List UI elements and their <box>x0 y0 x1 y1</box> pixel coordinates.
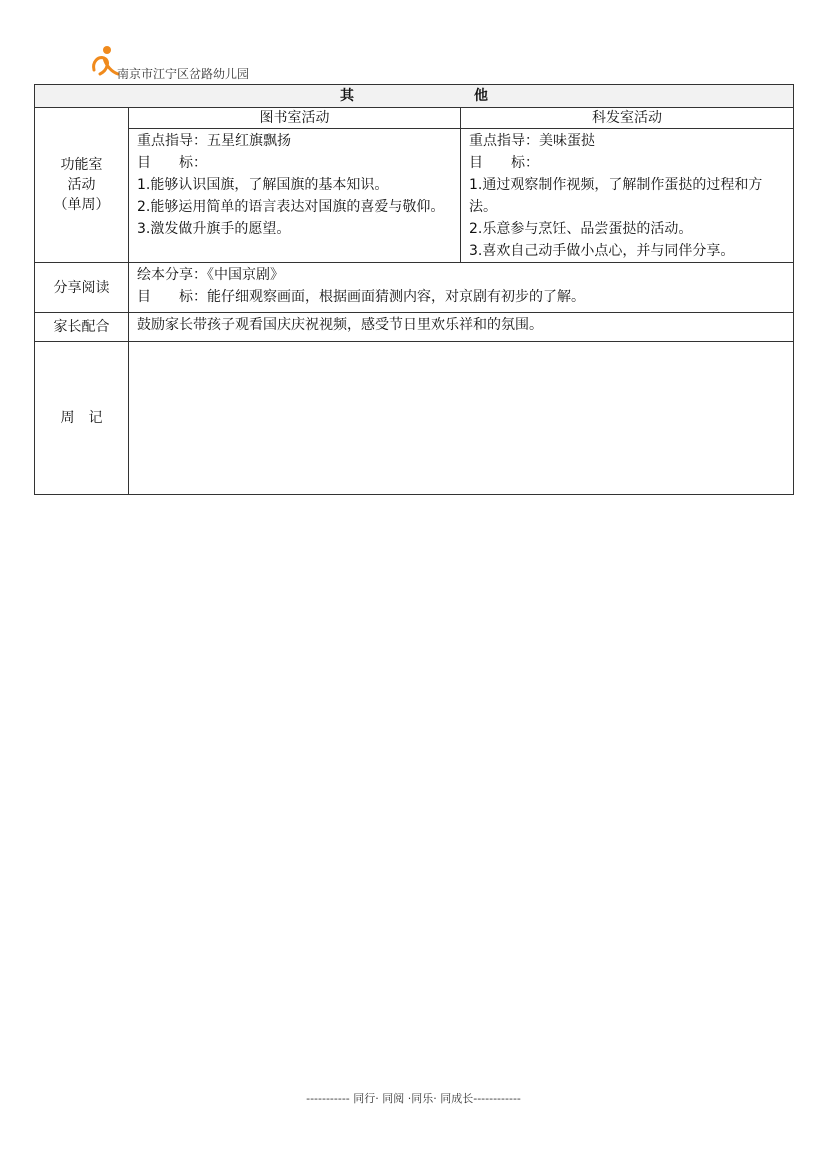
reading-row <box>35 263 794 313</box>
science-goal-item: 3.喜欢自己动手做小点心，并与同伴分享。 <box>469 243 735 259</box>
table-title-row <box>35 85 794 108</box>
reading-goal: 目 标：能仔细观察画面，根据画面猜测内容，对京剧有初步的了解。 <box>137 289 585 305</box>
table-title: 其 他 <box>35 85 794 108</box>
kindergarten-logo-icon <box>90 44 120 78</box>
library-goal-item: 1.能够认识国旗，了解国旗的基本知识。 <box>137 177 389 193</box>
functional-room-heading-row <box>35 108 794 129</box>
science-goal-item: 1.通过观察制作视频，了解制作蛋挞的过程和方法。 <box>469 177 763 215</box>
library-activity-heading: 图书室活动 <box>129 108 461 129</box>
science-focus: 重点指导：美味蛋挞 <box>469 133 595 149</box>
science-goal-item: 2.乐意参与烹饪、品尝蛋挞的活动。 <box>469 221 693 237</box>
library-goal-item: 3.激发做升旗手的愿望。 <box>137 221 291 237</box>
functional-room-label: 功能室 活动 （单周） <box>35 108 129 263</box>
science-goal-label: 目 标： <box>469 155 539 171</box>
page-footer: ----------- 同行· 同阅 ·同乐· 同成长------------ <box>306 1092 521 1105</box>
reading-content <box>129 263 794 313</box>
library-goal-label: 目 标： <box>137 155 207 171</box>
parents-row <box>35 313 794 342</box>
page-header <box>90 44 390 80</box>
weekly-notes-label: 周 记 <box>35 342 129 495</box>
weekly-notes-row <box>35 342 794 495</box>
parents-label: 家长配合 <box>35 313 129 342</box>
library-goal-item: 2.能够运用简单的语言表达对国旗的喜爱与敬仰。 <box>137 199 445 215</box>
library-activity-content <box>129 129 461 263</box>
activity-plan-table <box>34 84 794 495</box>
science-activity-heading: 科发室活动 <box>461 108 794 129</box>
parents-content: 鼓励家长带孩子观看国庆庆祝视频，感受节日里欢乐祥和的氛围。 <box>129 313 794 342</box>
reading-label: 分享阅读 <box>35 263 129 313</box>
library-focus: 重点指导：五星红旗飘扬 <box>137 133 291 149</box>
kindergarten-name: 南京市江宁区岔路幼儿园 <box>117 67 250 81</box>
science-activity-content <box>461 129 794 263</box>
reading-book: 绘本分享：《中国京剧》 <box>137 267 284 283</box>
weekly-notes-content[interactable] <box>129 342 794 495</box>
functional-room-content-row <box>35 129 794 263</box>
